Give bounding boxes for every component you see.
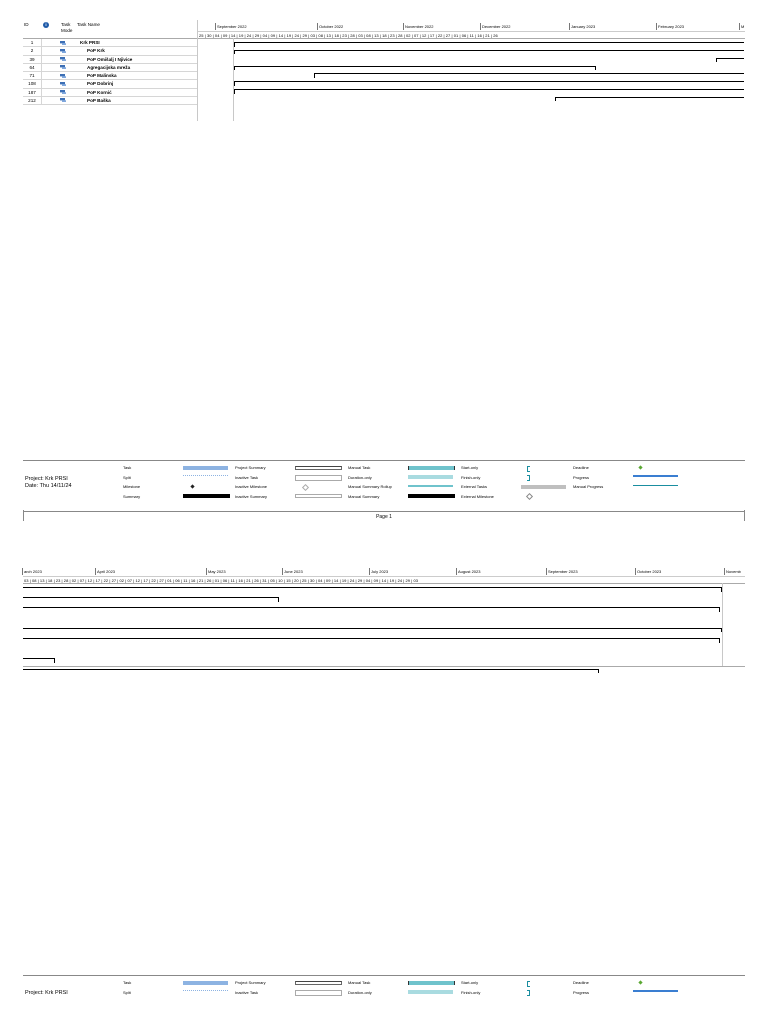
legend-symbol-manual-task xyxy=(408,466,455,470)
task-name[interactable]: PoP Malinska xyxy=(87,73,117,78)
task-name[interactable]: PoP Omišalj I Njivice xyxy=(87,56,133,62)
legend-label-task: Task xyxy=(123,465,132,470)
auto-scheduled-icon xyxy=(60,57,66,61)
task-name[interactable]: PoP Baška xyxy=(87,97,111,103)
legend-symbol-project-summary xyxy=(295,466,342,470)
legend-symbol-milestone xyxy=(183,485,194,488)
auto-scheduled-icon xyxy=(60,41,66,45)
month-label: arch 2023 xyxy=(24,569,42,574)
task-id-cell xyxy=(23,39,42,46)
timeline-header xyxy=(198,20,745,39)
task-mode-column-header[interactable]: Task Mode xyxy=(61,22,73,33)
task-id: 2 xyxy=(30,48,34,54)
legend-symbol-inactive-summary xyxy=(295,494,342,498)
column-separator xyxy=(197,20,198,121)
legend-symbol-split xyxy=(183,475,228,476)
legend-symbol-duration-only xyxy=(408,990,453,994)
task-id: 71 xyxy=(29,73,35,78)
month-label: May 2023 xyxy=(208,569,226,574)
legend-symbol-finish-only xyxy=(521,990,530,996)
task-id: 108 xyxy=(28,81,36,87)
legend-symbol-start-only xyxy=(521,466,530,472)
month-label: June 2023 xyxy=(284,569,303,574)
month-label: September 2023 xyxy=(548,569,578,574)
gantt-page-1 xyxy=(23,20,745,521)
gantt-page-2 xyxy=(23,565,745,1024)
summary-bar[interactable] xyxy=(23,587,722,588)
legend-symbol-deadline xyxy=(633,466,642,469)
month-label: September 2022 xyxy=(217,24,247,29)
legend-label-finish-only: Finish-only xyxy=(461,474,481,480)
legend-label-deadline: Deadline xyxy=(573,980,589,985)
legend-symbol-inactive-task xyxy=(295,990,342,996)
summary-bar[interactable] xyxy=(23,607,720,608)
task-name[interactable]: Krk PRSI xyxy=(80,40,100,45)
project-name: Project: Krk PRSI xyxy=(25,476,68,482)
month-label: December 2022 xyxy=(482,24,511,29)
legend-symbol-inactive-milestone xyxy=(295,485,308,490)
auto-scheduled-icon xyxy=(60,98,66,102)
table-row[interactable] xyxy=(23,80,197,88)
legend-label-task: Task xyxy=(123,980,132,985)
legend-label-manual-summary: Manual Summary xyxy=(348,493,380,499)
summary-bar[interactable] xyxy=(716,58,744,59)
summary-bar[interactable] xyxy=(23,658,55,659)
legend-label-external-milestone: External Milestone xyxy=(461,493,494,499)
task-id-cell xyxy=(23,64,42,71)
project-end-line xyxy=(722,583,723,666)
table-row[interactable] xyxy=(23,39,197,47)
task-id-cell xyxy=(23,80,42,87)
auto-scheduled-icon xyxy=(60,90,66,94)
auto-scheduled-icon xyxy=(60,65,66,69)
month-label: October 2023 xyxy=(637,569,662,574)
legend-symbol-duration-only xyxy=(408,475,453,479)
legend-symbol-task xyxy=(183,981,228,985)
day-scale xyxy=(23,576,745,584)
table-row[interactable] xyxy=(23,56,197,64)
task-id: 64 xyxy=(29,64,35,70)
legend-label-manual-summary-rollup: Manual Summary Rollup xyxy=(348,484,392,489)
summary-bar[interactable] xyxy=(23,597,279,598)
task-id-cell xyxy=(23,56,42,63)
legend-symbol-project-summary xyxy=(295,981,342,985)
legend-label-inactive-task: Inactive Task xyxy=(235,989,259,995)
legend-symbol-start-only xyxy=(521,981,530,987)
legend-label-split: Split xyxy=(123,989,131,995)
summary-bar[interactable] xyxy=(23,669,599,670)
project-name: Project: Krk PRSI xyxy=(25,990,68,996)
task-table-header xyxy=(23,20,197,39)
legend-label-duration-only: Duration-only xyxy=(348,474,372,480)
legend-label-project-summary: Project Summary xyxy=(235,465,266,470)
legend-label-milestone: Milestone xyxy=(123,484,141,489)
legend-label-inactive-task: Inactive Task xyxy=(235,474,259,480)
legend-symbol-summary xyxy=(183,494,230,498)
table-row[interactable] xyxy=(23,72,197,80)
day-labels: 03 | 08 | 13 | 18 | 23 | 28 | 02 | 07 | 12 | 17 | 22 | 27 | 02 | 07 | 12 | 17 | 22 | 27 | 01 | 06 | 11 | 16 | 21 | 26 | 01 | 06 | 11 | 16 | 21 | 26 | 31 | 05 | 10 | 15 | 20 | 25 | 30 | 04 | 09 | 14 | 19 | 24 | 29 | 04 | 09 | 14 | 19 | 24 | 29 | 03 xyxy=(24,578,419,583)
id-column-header[interactable]: ID xyxy=(24,22,29,27)
legend xyxy=(23,975,745,1026)
month-label: August 2023 xyxy=(458,569,481,574)
task-name[interactable]: PoP Dobrinj xyxy=(87,81,114,87)
table-row[interactable] xyxy=(23,47,197,55)
legend-symbol-manual-summary xyxy=(408,494,455,498)
page-number: Page 1 xyxy=(376,514,392,520)
table-row[interactable] xyxy=(23,89,197,97)
legend-symbol-manual-summary-rollup xyxy=(408,485,453,487)
legend-label-start-only: Start-only xyxy=(461,980,479,985)
legend-label-finish-only: Finish-only xyxy=(461,989,481,995)
task-id-cell xyxy=(23,97,42,104)
legend-label-split: Split xyxy=(123,474,131,480)
summary-bar[interactable] xyxy=(234,66,596,67)
legend-symbol-finish-only xyxy=(521,475,530,481)
legend-label-progress: Progress xyxy=(573,989,590,995)
month-label: January 2023 xyxy=(571,24,596,29)
legend-label-manual-task: Manual Task xyxy=(348,465,371,470)
month-label: July 2023 xyxy=(371,569,389,574)
task-table xyxy=(23,20,197,105)
legend-symbol-progress xyxy=(633,475,678,477)
auto-scheduled-icon xyxy=(60,74,66,78)
legend-symbol-manual-progress xyxy=(633,485,678,487)
task-id: 212 xyxy=(28,97,36,103)
day-scale xyxy=(198,31,745,39)
legend-label-manual-progress: Manual Progress xyxy=(573,484,604,489)
legend-label-external-tasks: External Tasks xyxy=(461,484,487,489)
project-info xyxy=(25,476,72,490)
summary-bar[interactable] xyxy=(234,42,744,43)
legend-label-start-only: Start-only xyxy=(461,465,479,470)
table-row[interactable] xyxy=(23,64,197,72)
info-icon: i xyxy=(43,22,49,28)
day-labels: 25 | 30 | 04 | 09 | 14 | 19 | 24 | 29 | 04 | 09 | 14 | 19 | 24 | 29 | 03 | 08 | 13 | 18 | 23 | 28 | 03 | 08 | 13 | 18 | 23 | 28 | 02 | 07 | 12 | 17 | 22 | 27 | 01 | 06 | 11 | 16 | 21 | 26 xyxy=(199,33,498,38)
summary-bar[interactable] xyxy=(234,81,744,82)
legend-label-duration-only: Duration-only xyxy=(348,989,372,995)
month-label: February 2023 xyxy=(658,24,685,29)
auto-scheduled-icon xyxy=(60,49,66,53)
task-name-column-header[interactable]: Task Name xyxy=(77,22,100,27)
month-label: November 2022 xyxy=(405,24,434,29)
legend-symbol-progress xyxy=(633,990,678,992)
legend-label-project-summary: Project Summary xyxy=(235,980,266,985)
legend xyxy=(23,460,745,512)
legend-label-deadline: Deadline xyxy=(573,465,589,470)
legend-symbol-split xyxy=(183,990,228,991)
legend-label-progress: Progress xyxy=(573,474,590,480)
task-id-cell xyxy=(23,47,42,54)
month-label: Novemb xyxy=(726,569,741,574)
task-id-cell xyxy=(23,89,42,96)
legend-symbol-inactive-task xyxy=(295,475,342,481)
task-id: 187 xyxy=(28,89,36,95)
legend-symbol-manual-task xyxy=(408,981,455,985)
task-name[interactable]: PoP Krk xyxy=(87,48,105,54)
task-name[interactable]: PoP Kornić xyxy=(87,89,112,95)
summary-bar[interactable] xyxy=(555,97,744,98)
legend-label-inactive-summary: Inactive Summary xyxy=(235,493,268,499)
legend-symbol-deadline xyxy=(633,981,642,984)
legend-symbol-task xyxy=(183,466,228,470)
task-name[interactable]: Agregacijska mreža xyxy=(87,64,131,70)
summary-bar[interactable] xyxy=(23,638,720,639)
month-label: October 2022 xyxy=(319,24,344,29)
legend-symbol-external-tasks xyxy=(521,485,566,489)
auto-scheduled-icon xyxy=(60,82,66,86)
print-date: Date: Thu 14/11/24 xyxy=(25,483,72,489)
timeline-header xyxy=(23,565,745,584)
month-label: April 2023 xyxy=(97,569,116,574)
task-id: 39 xyxy=(29,56,35,62)
task-id-cell xyxy=(23,72,42,79)
summary-bar[interactable] xyxy=(23,628,722,629)
summary-bar[interactable] xyxy=(314,73,744,74)
legend-label-summary: Summary xyxy=(123,493,141,499)
summary-bar[interactable] xyxy=(234,89,744,90)
project-info xyxy=(25,990,68,997)
legend-label-inactive-milestone: Inactive Milestone xyxy=(235,484,268,489)
task-id: 1 xyxy=(30,40,34,45)
summary-bar[interactable] xyxy=(234,50,744,51)
table-row[interactable] xyxy=(23,97,197,105)
legend-symbol-external-milestone xyxy=(521,494,532,499)
legend-label-manual-task: Manual Task xyxy=(348,980,371,985)
month-label: M xyxy=(741,24,745,29)
